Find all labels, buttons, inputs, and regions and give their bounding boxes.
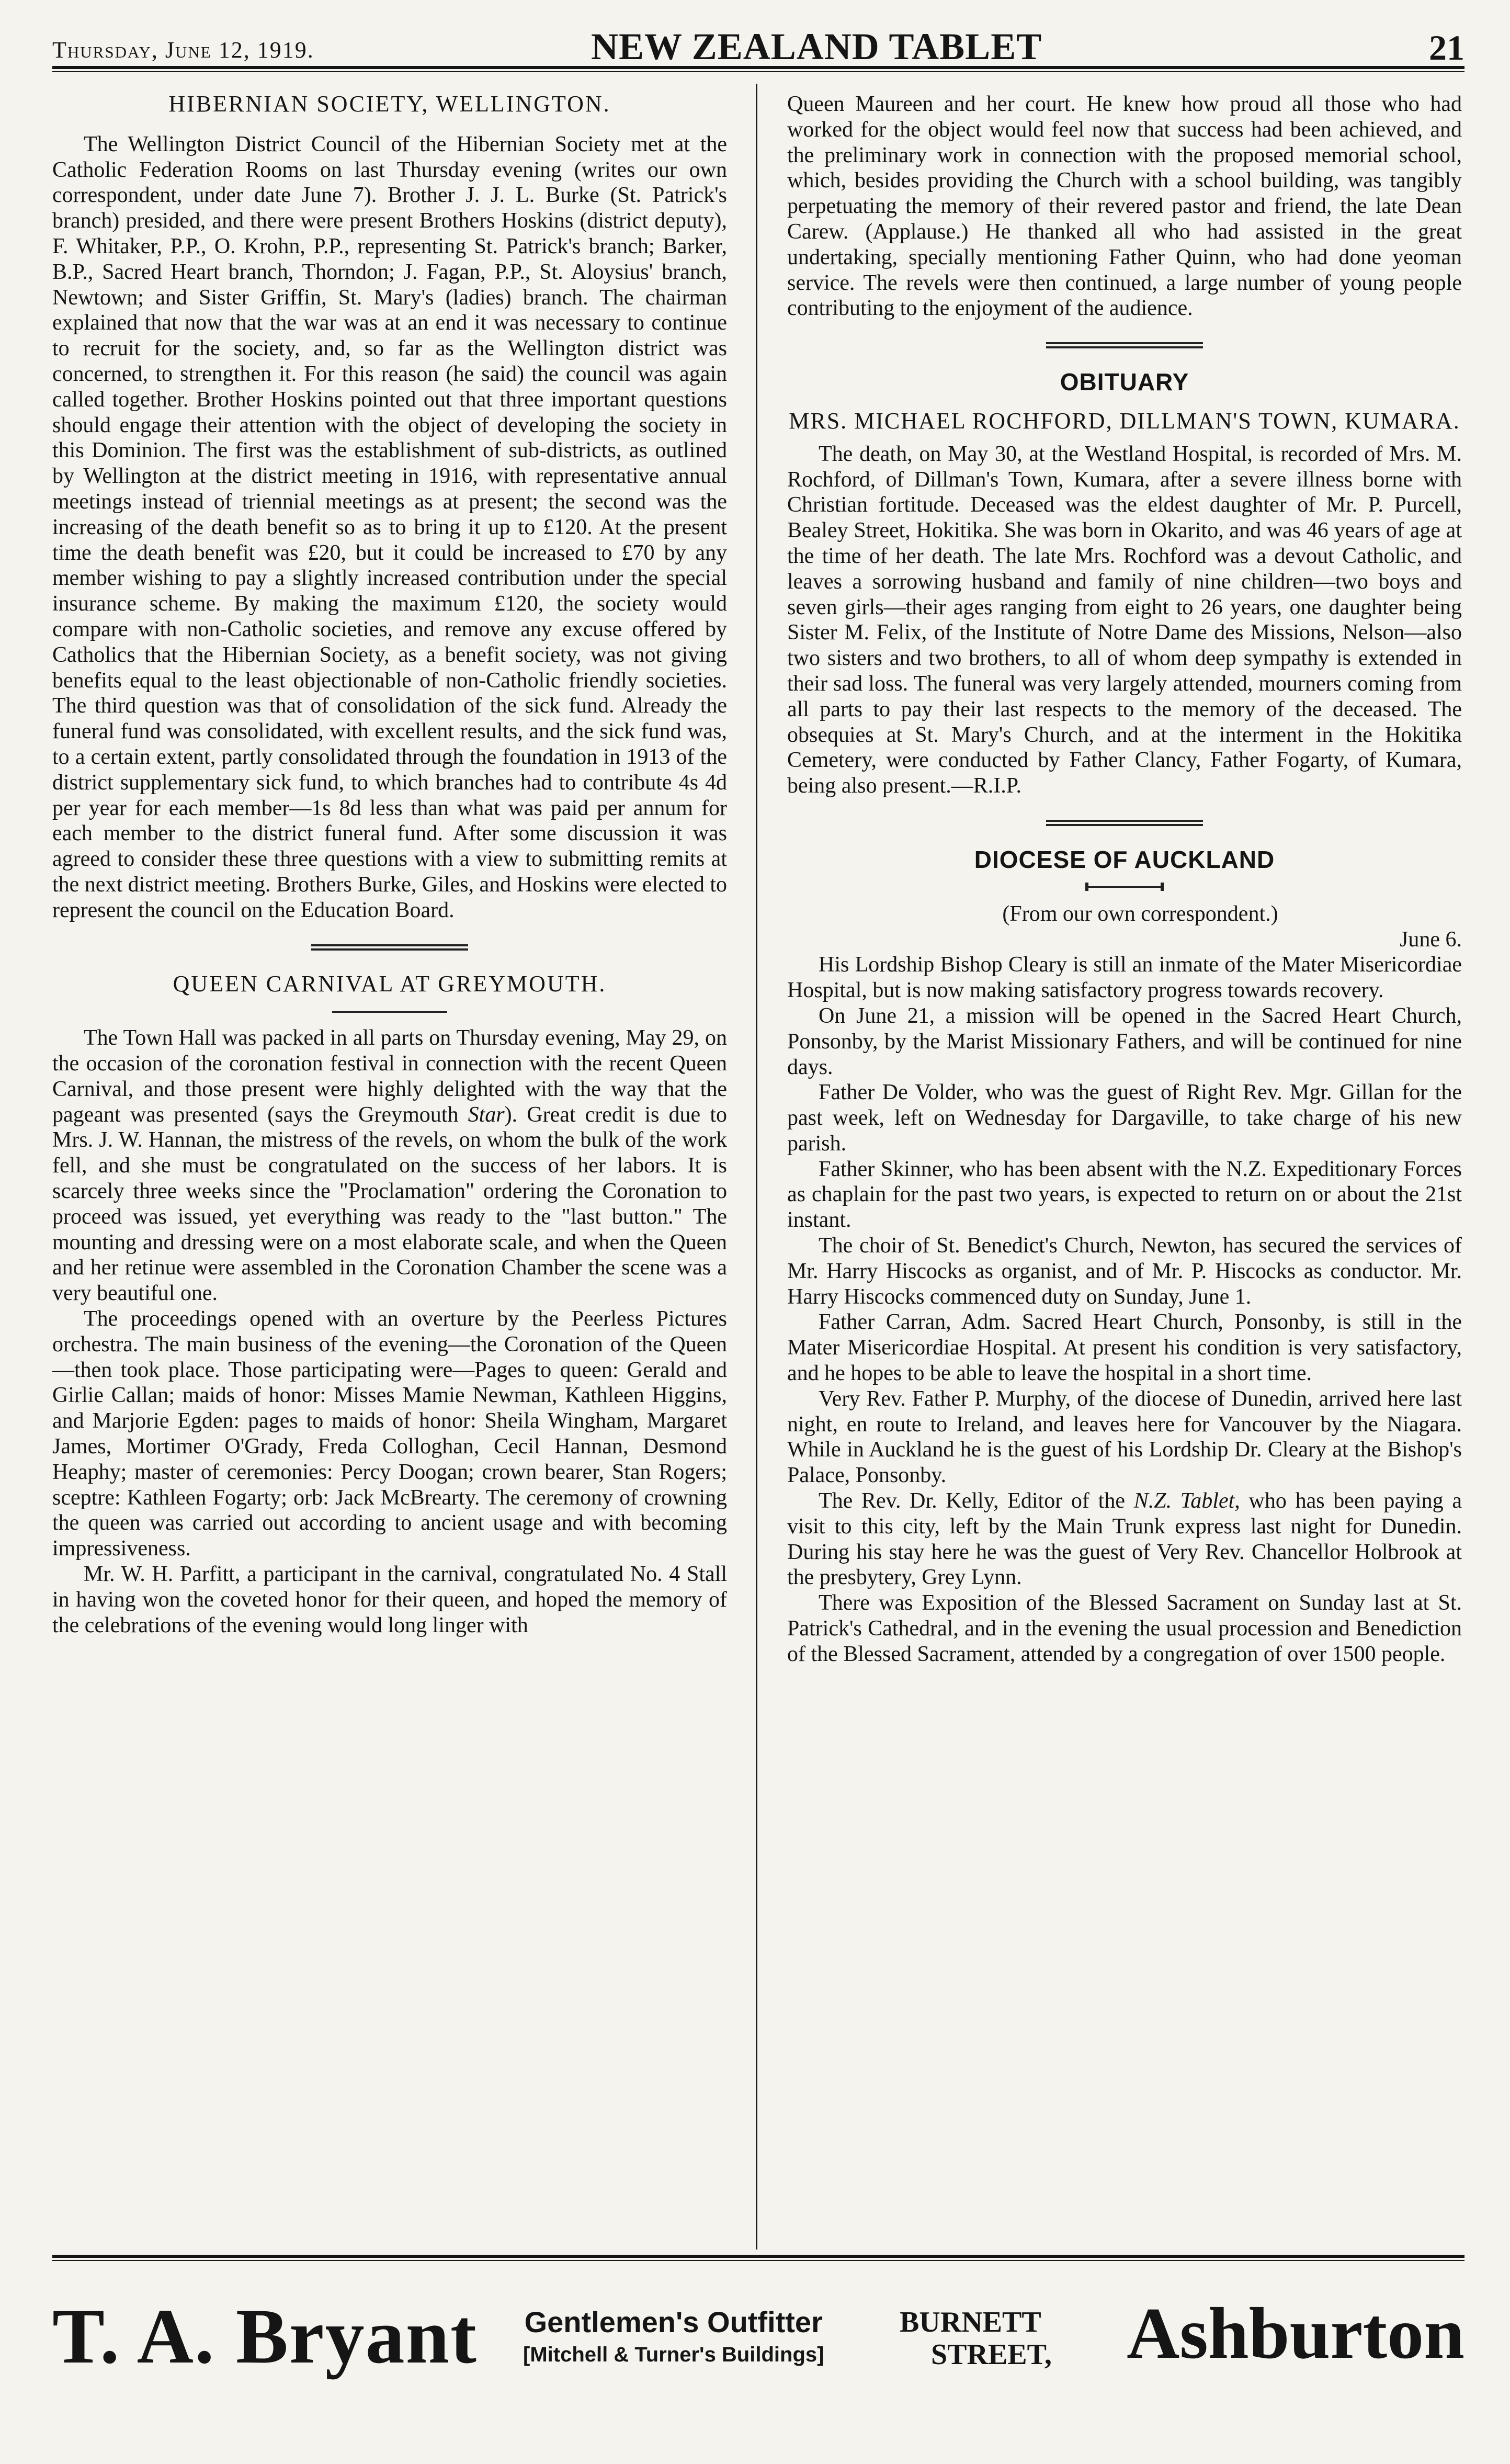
- ad-street: [894, 2306, 1052, 2371]
- page-number: 21: [1429, 28, 1464, 67]
- star-newspaper: Star: [468, 1102, 505, 1127]
- carnival-article: [52, 971, 727, 1638]
- right-column: [787, 92, 1462, 2247]
- carnival-title: QUEEN CARNIVAL AT GREYMOUTH.: [173, 970, 607, 997]
- masthead: NEW ZEALAND TABLET: [591, 26, 1042, 67]
- carnival-paragraph-1: The Town Hall was packed in all parts on Thursday evening, May 29, on the occasion of the coronation festival in connection with the recent Queen Carnival, and those present were highly delighted with the way that the pageant was presented (says the Greymouth Star). Great credit is due to Mrs. J. W. Hannan, the mistress of the revels, on whom the bulk of the work fell, and she must be congratulated on the success of her labors. It is scarcely three weeks since the "Proclamation" ordering the Coronation to proceed was issued, yet everything was ready to the "last button." The mounting and dressing were on a most elaborate scale, and when the Queen and her retinue were assembled in the Coronation Chamber the scene was a very beautiful one.: [52, 1026, 727, 1306]
- auckland-paragraph: His Lordship Bishop Cleary is still an inmate of the Mater Misericordiae Hospital, but is now making satisfactory progress towards recovery.: [787, 953, 1462, 1003]
- auckland-paragraph: Father Skinner, who has been absent with the N.Z. Expeditionary Forces as chaplain for the past two years, is expected to return on or about the 21st instant.: [787, 1157, 1462, 1233]
- page-header: [52, 21, 1464, 73]
- auckland-paragraph: On June 21, a mission will be opened in the Sacred Heart Church, Ponsonby, by the Marist Missionary Fathers, and will be continued for nine days.: [787, 1003, 1462, 1079]
- header-rule: [52, 66, 1464, 72]
- obituary-title: OBITUARY: [1060, 368, 1189, 396]
- section-divider: [1046, 342, 1203, 348]
- obituary-text: The death, on May 30, at the Westland Hospital, is recorded of Mrs. M. Rochford, of Dillman's Town, Kumara, after a severe illness borne with Christian fortitude. Deceased was the eldest daughter of Mr. P. Purcell, Bealey Street, Hokitika. She was born in Okarito, and was 46 years of age at the time of her death. The late Mrs. Rochford was a devout Catholic, and leaves a sorrowing husband and family of nine children—two boys and seven girls—their ages ranging from eight to 26 years, one daughter being Sister M. Felix, of the Institute of Notre Dame des Missions, Nelson—also two sisters and two brothers, to all of whom deep sympathy is extended in their sad loss. The funeral was very largely attended, mourners coming from all parts to pay their last respects to the memory of the deceased. The obsequies at St. Mary's Church, and at the interment in the Hokitika Cemetery, were conducted by Father Clancy, Father Fogarty, of Kumara, being also present.—R.I.P.: [787, 442, 1462, 798]
- auckland-paragraph: Father De Volder, who was the guest of Right Rev. Mgr. Gillan for the past week, left on Wednesday for Dargaville, to take charge of his new parish.: [787, 1080, 1462, 1156]
- ad-line-1: Gentlemen's Outfitter: [524, 2305, 823, 2338]
- auckland-paragraph-kelly: The Rev. Dr. Kelly, Editor of the N.Z. Tablet, who has been paying a visit to this city, left by the Main Trunk express last night for Dunedin. During his stay here he was the guest of Very Rev. Chancellor Holbrook at the presbytery, Grey Lynn.: [787, 1489, 1462, 1590]
- section-divider: [1046, 820, 1203, 826]
- column-divider: [756, 84, 757, 2250]
- auckland-title: DIOCESE OF AUCKLAND: [974, 845, 1275, 873]
- title-rule: [1085, 886, 1164, 888]
- left-column: [52, 92, 727, 2247]
- auckland-paragraph: Father Carran, Adm. Sacred Heart Church, Ponsonby, is still in the Mater Misericordiae Hospital. At present his condition is very satisfactory, and he hopes to be able to leave the hospital in a short time.: [787, 1310, 1462, 1386]
- carnival-paragraph-2: The proceedings opened with an overture by the Peerless Pictures orchestra. The main business of the evening—the Coronation of the Queen—then took place. Those participating were—Pages to queen: Gerald and Girlie Callan; maids of honor: Misses Mamie Newman, Kathleen Higgins, and Marjorie Egden: pages to maids of honor: Sheila Wingham, Margaret James, Mortimer O'Grady, Freda Colloghan, Cecil Hannan, Desmond Heaphy; master of ceremonies: Percy Doogan; crown bearer, Stan Rogers; sceptre: Kathleen Fogarty; orb: Jack McBrearty. The ceremony of crowning the queen was carried out according to ancient usage and with becoming impressiveness.: [52, 1307, 727, 1561]
- auckland-dateline: June 6.: [1400, 927, 1462, 952]
- section-divider: [311, 944, 468, 951]
- auckland-paragraph: The choir of St. Benedict's Church, Newton, has secured the services of Mr. Harry Hiscocks as organist, and of Mr. P. Hiscocks as conductor. Mr. Harry Hiscocks commenced duty on Sunday, June 1.: [787, 1234, 1462, 1309]
- ad-business-name: T. A. Bryant: [52, 2293, 478, 2380]
- ad-street-1: BURNETT: [900, 2306, 1041, 2338]
- ad-street-2: STREET,: [931, 2338, 1052, 2371]
- ad-town: Ashburton: [1127, 2293, 1464, 2374]
- obituary-article: [787, 369, 1462, 799]
- hibernian-article: [52, 92, 727, 923]
- auckland-paragraph: Very Rev. Father P. Murphy, of the diocese of Dunedin, arrived here last night, en route to Ireland, and leaves here for Vancouver by the Niagara. While in Auckland he is the guest of his Lordship Dr. Cleary at the Bishop's Palace, Ponsonby.: [787, 1386, 1462, 1488]
- footer-rule: [52, 2255, 1464, 2261]
- tablet-title: N.Z. Tablet: [1133, 1489, 1235, 1513]
- ad-line-2: [Mitchell & Turner's Buildings]: [523, 2343, 824, 2366]
- obituary-subtitle: MRS. MICHAEL ROCHFORD, DILLMAN'S TOWN, KUMARA.: [789, 408, 1460, 434]
- auckland-article: [787, 847, 1462, 1667]
- carnival-paragraph-3: Mr. W. H. Parfitt, a participant in the carnival, congratulated No. 4 Stall in having won the coveted honor for their queen, and hoped the memory of the celebrations of the evening would long linger with: [52, 1562, 727, 1637]
- auckland-paragraph: There was Exposition of the Blessed Sacrament on Sunday last at St. Patrick's Cathedral, and in the evening the usual procession and Benediction of the Blessed Sacrament, attended by a congregation of over 1500 people.: [787, 1591, 1462, 1666]
- issue-date: Thursday, June 12, 1919.: [52, 37, 314, 63]
- auckland-byline: (From our own correspondent.): [1002, 901, 1278, 926]
- hibernian-title: HIBERNIAN SOCIETY, WELLINGTON.: [168, 92, 611, 117]
- carnival-continued: Queen Maureen and her court. He knew how proud all those who had worked for the object would feel now that success had been achieved, and the preliminary work in connection with the proposed memorial school, which, besides providing the Church with a school building, was tangibly perpetuating the memory of their revered pastor and friend, the late Dean Carew. (Applause.) He thanked all who had assisted in the great undertaking, specially mentioning Father Quinn, who had done yeoman service. The revels were then continued, a large number of young people contributing to the enjoyment of the audience.: [787, 92, 1462, 321]
- title-rule: [332, 1011, 447, 1013]
- ad-description: [523, 2306, 824, 2371]
- footer-advertisement: [52, 2276, 1464, 2422]
- hibernian-paragraph: The Wellington District Council of the Hibernian Society met at the Catholic Federation Rooms on last Thursday evening (writes our own correspondent, under date June 7). Brother J. J. L. Burke (St. Patrick's branch) presided, and there were present Brothers Hoskins (district deputy), F. Whitaker, P.P., O. Krohn, P.P., representing St. Patrick's branch; Barker, B.P., Sacred Heart branch, Thorndon; J. Fagan, P.P., St. Aloysius' branch, Newtown; and Sister Griffin, St. Mary's (ladies) branch. The chairman explained that now that the war was at an end it was necessary to continue to recruit for the society, and, so far as the Wellington district was concerned, to strengthen it. For this reason (he said) the council was again called together. Brother Hoskins pointed out that three important questions should engage their attention with the object of developing the society in this Dominion. The first was the establishment of sub-districts, as outlined by Wellington at the district meeting in 1916, with representative annual meetings instead of triennial meetings as at present; the second was the increasing of the death benefit so as to bring it up to £120. At the present time the death benefit was £20, but it could be increased to £70 by any member wishing to pay a slightly increased contribution under the special insurance scheme. By making the maximum £120, the society would compare with non-Catholic societies, and remove any excuse offered by Catholics that the Hibernian Society, as a benefit society, was not giving benefits equal to the least objectionable of non-Catholic friendly societies. The third question was that of consolidation of the sick fund. Already the funeral fund was consolidated, with excellent results, and the sick fund was, to a certain extent, partly consolidated through the foundation in 1913 of the district supplementary sick fund, to which branches had to contribute 4s 4d per year for each member—1s 8d less than what was paid per annum for each member to the district funeral fund. After some discussion it was agreed to consider these three questions with a view to submitting remits at the next district meeting. Brothers Burke, Giles, and Hoskins were elected to represent the council on the Education Board.: [52, 132, 727, 922]
